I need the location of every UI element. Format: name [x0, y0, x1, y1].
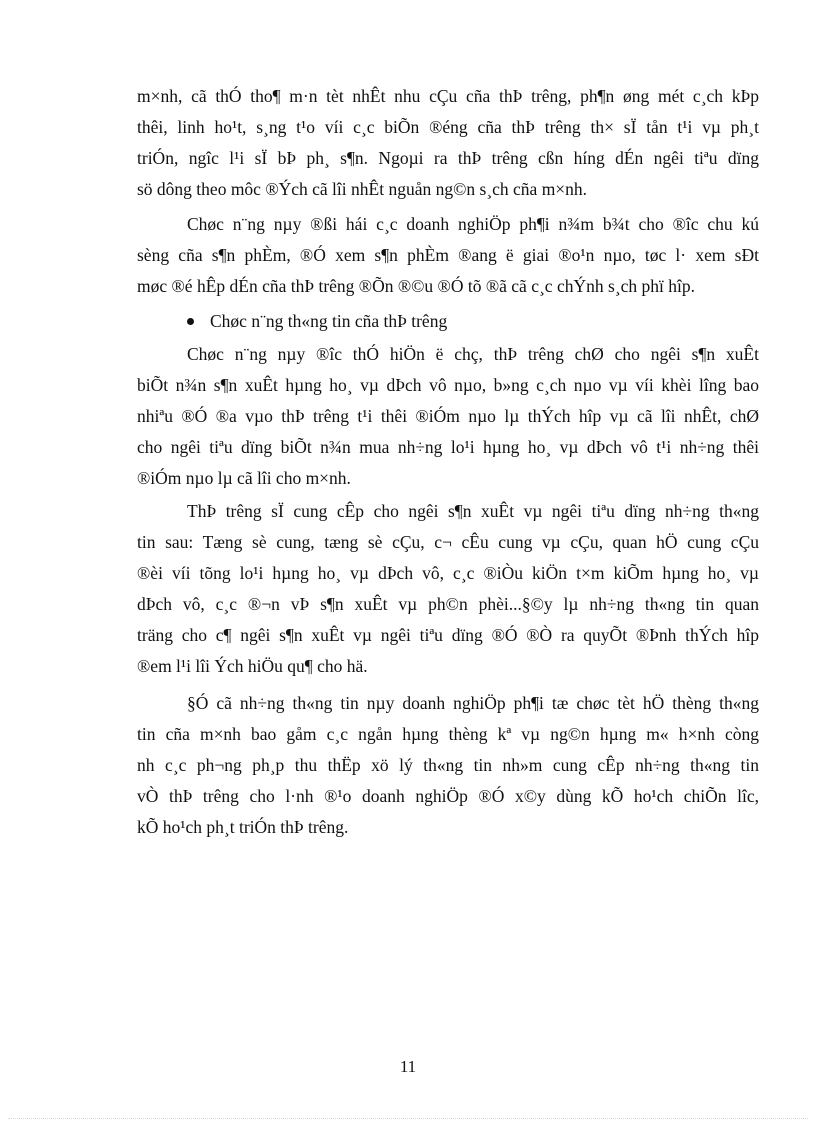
paragraph-4-line-5: träng cho c¶ ngêi s¶n xuÊt vµ ngêi tiªu dïng ®Ó ®Ò ra quyÕt ®Þnh thÝch hîp: [137, 625, 759, 645]
paragraph-2-line-2: sèng cña s¶n phÈm, ®Ó xem s¶n phÈm ®ang ë giai ®o¹n nµo, tøc l· xem sÐt: [137, 245, 759, 265]
paragraph-3-line-2: biÕt n¾n s¶n xuÊt hµng ho¸ vµ dÞch vô nµo, b»ng c¸ch nµo vµ víi khèi lîng bao: [137, 375, 759, 395]
paragraph-1-line-4: sö dông theo môc ®Ých cã lîi nhÊt nguån ng©n s¸ch cña m×nh.: [137, 179, 588, 199]
paragraph-4-line-6: ®em l¹i lîi Ých hiÖu qu¶ cho hä.: [137, 656, 368, 676]
paragraph-3-line-1: Chøc n¨ng nµy ®îc thÓ hiÖn ë chç, thÞ trêng chØ cho ngêi s¶n xuÊt: [187, 344, 759, 364]
bullet-heading: Chøc n¨ng th«ng tin cña thÞ trêng: [210, 311, 448, 331]
paragraph-3-line-3: nhiªu ®Ó ®a vµo thÞ trêng t¹i thêi ®iÓm nµo lµ thÝch hîp vµ cã lîi nhÊt, chØ: [137, 406, 759, 426]
paragraph-5-line-1: §Ó cã nh÷ng th«ng tin nµy doanh nghiÖp ph¶i tæ chøc tèt hÖ thèng th«ng: [187, 693, 759, 713]
paragraph-5-line-5: kÕ ho¹ch ph¸t triÓn thÞ trêng.: [137, 817, 349, 837]
paragraph-2-line-3: møc ®é hÊp dÉn cña thÞ trêng ®Õn ®©u ®Ó tõ ®ã cã c¸c chÝnh s¸ch phï hîp.: [137, 276, 695, 296]
paragraph-4-line-1: ThÞ trêng sÏ cung cÊp cho ngêi s¶n xuÊt vµ ngêi tiªu dïng nh÷ng th«ng: [187, 501, 759, 521]
paragraph-4-line-4: dÞch vô, c¸c ®¬n vÞ s¶n xuÊt vµ ph©n phèi...§©y lµ nh÷ng th«ng tin quan: [137, 594, 759, 614]
paragraph-2-line-1: Chøc n¨ng nµy ®ßi hái c¸c doanh nghiÖp ph¶i n¾m b¾t cho ®îc chu kú: [187, 214, 759, 234]
paragraph-5-line-3: nh c¸c ph¬ng ph¸p thu thËp xö lý th«ng tin nh»m cung cÊp nh÷ng th«ng tin: [137, 755, 759, 775]
paragraph-5-line-2: tin cña m×nh bao gåm c¸c ngån hµng thèng kª vµ ng©n hµng m« h×nh còng: [137, 724, 759, 744]
bullet-icon: [187, 318, 194, 325]
paragraph-1-line-3: triÓn, ngîc l¹i sÏ bÞ ph¸ s¶n. Ngoµi ra thÞ trêng cßn híng dÉn ngêi tiªu dïng: [137, 148, 759, 168]
paragraph-5-line-4: vÒ thÞ trêng cho l·nh ®¹o doanh nghiÖp ®Ó x©y dùng kÕ ho¹ch chiÕn lîc,: [137, 786, 759, 806]
paragraph-3-line-4: cho ngêi tiªu dïng biÕt n¾n mua nh÷ng lo¹i hµng ho¸ vµ dÞch vô t¹i nh÷ng thêi: [137, 437, 759, 457]
paragraph-1-line-2: thêi, linh ho¹t, s¸ng t¹o víi c¸c biÕn ®éng cña thÞ trêng th× sÏ tån t¹i vµ ph¸t: [137, 117, 759, 137]
paragraph-3-line-5: ®iÓm nµo lµ cã lîi cho m×nh.: [137, 468, 351, 488]
paragraph-1-line-1: m×nh, cã thÓ tho¶ m·n tèt nhÊt nhu cÇu cña thÞ trêng, ph¶n øng mét c¸ch kÞp: [137, 86, 759, 106]
paragraph-4-line-2: tin sau: Tæng sè cung, tæng sè cÇu, c¬ cÊu cung vµ cÇu, quan hÖ cung cÇu: [137, 532, 759, 552]
page-number: 11: [399, 1057, 417, 1076]
paragraph-4-line-3: ®èi víi tõng lo¹i hµng ho¸ vµ dÞch vô, c¸c ®iÒu kiÖn t×m kiÕm hµng ho¸ vµ: [137, 563, 759, 583]
page-bottom-divider: [8, 1118, 808, 1119]
